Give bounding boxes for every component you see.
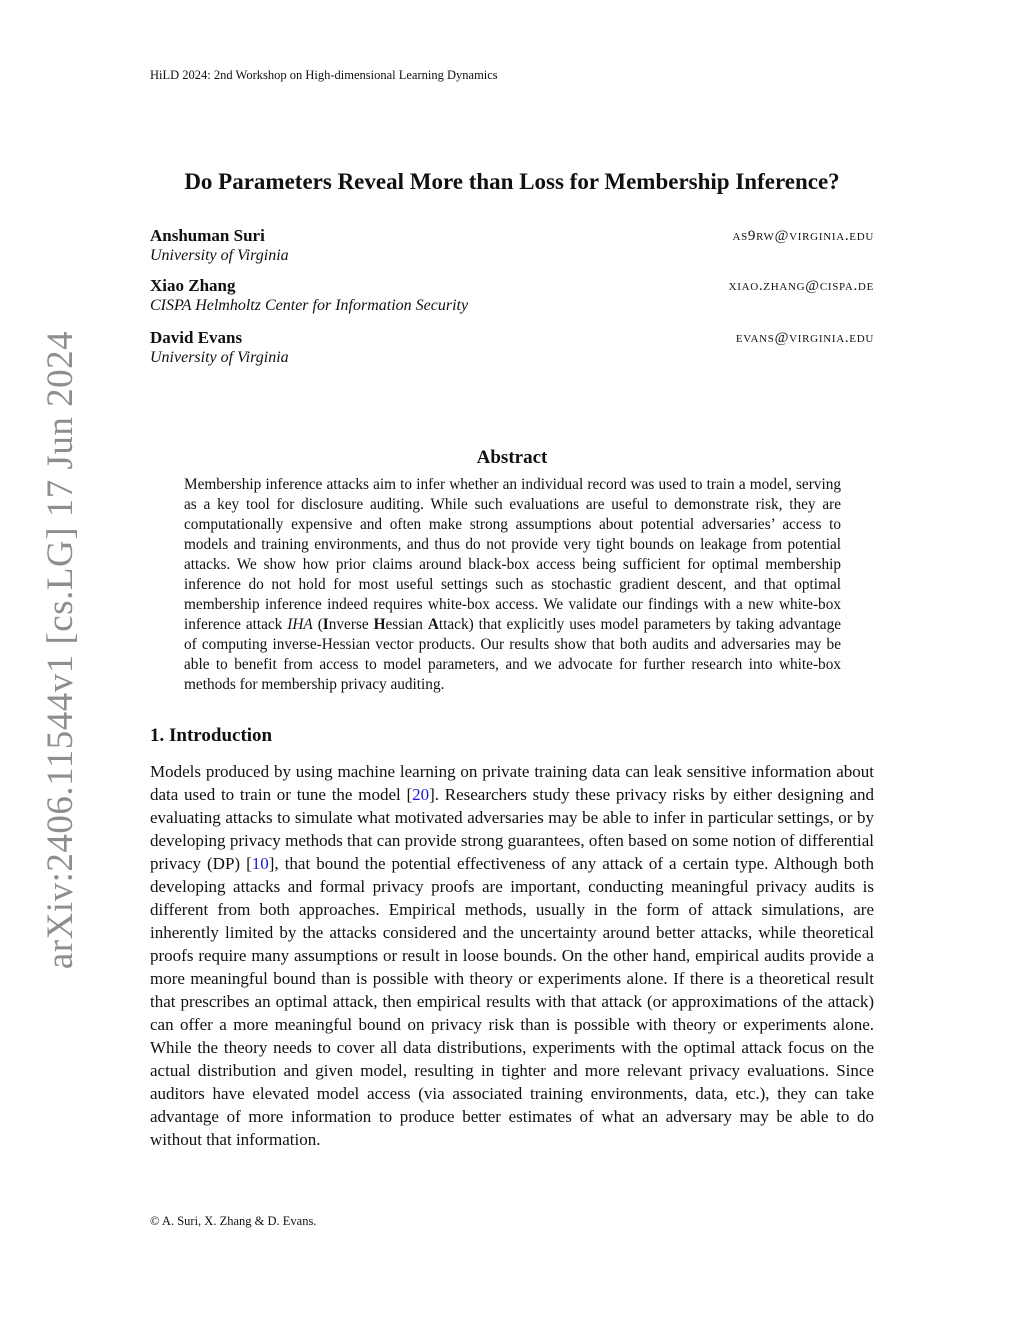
- acronym-letter: A: [427, 616, 439, 633]
- author-email[interactable]: xiao.zhang@cispa.de: [728, 278, 874, 294]
- abstract-heading: Abstract: [476, 447, 548, 468]
- author-name: Anshuman Suri: [150, 226, 265, 245]
- author-name: David Evans: [150, 328, 243, 347]
- citation-link[interactable]: 10: [251, 854, 269, 873]
- author-block-1: [150, 226, 874, 265]
- arxiv-sidebar-stamp: arXiv:2406.11544v1 [cs.LG] 17 Jun 2024: [40, 330, 81, 970]
- intro-text: ], that bound the potential effectiveness of any attack of a certain type. Although both developing attacks and formal privacy proofs are important, conducting meaningful privacy audits is different from both approaches. Empirical methods, usually in the form of attack simulations, are inherently limited by the attacks considered and the uncertainty around better attacks, while theoretical proofs require many assumptions or result in loose bounds. On the other hand, empirical audits provide a more meaningful bound than is possible with theory or experiments alone. If there is a theoretical result that prescribes an optimal attack, then empirical results with that attack (or approximations of the attack) can offer a more meaningful bound on privacy risk than is possible with theory or experiments alone. While the theory needs to cover all data distributions, experiments with the optimal attack focus on the actual distribution and given model, resulting in tighter and more relevant privacy evaluations. Since auditors have elevated model access (via associated training environments, data, etc.), they can take advantage of more information to produce better estimates of what an adversary may be able to do without that information.: [150, 854, 874, 1149]
- intro-text: Models produced by using machine learning on private training data can leak sensitive information about data used to train or tune the model [: [150, 762, 874, 804]
- author-email[interactable]: evans@virginia.edu: [735, 330, 874, 346]
- abstract-body: [184, 475, 841, 695]
- running-header: HiLD 2024: 2nd Workshop on High-dimensional Learning Dynamics: [150, 68, 498, 82]
- author-email[interactable]: as9rw@virginia.edu: [732, 228, 874, 244]
- author-block-3: [150, 328, 874, 367]
- author-name: Xiao Zhang: [150, 276, 236, 295]
- abstract-text: Membership inference attacks aim to infer whether an individual record was used to train a model, serving as a key tool for disclosure auditing. While such evaluations are useful to demonstrate risk, they are computationally expensive and often make strong assumptions about potential adversaries’ access to models and training environments, and thus do not provide very tight bounds on leakage from potential attacks. We show how prior claims around black-box access being sufficient for optimal membership inference do not hold for most useful settings such as stochastic gradient descent, and that optimal membership inference indeed requires white-box access. We validate our findings with a new white-box inference attack: [184, 476, 841, 633]
- acronym-letter: H: [373, 616, 386, 633]
- intro-text: ]. Researchers study these privacy risks by either designing and evaluating attacks to simulate what motivated adversaries may be able to infer in particular settings, or by developing privacy methods that can provide strong guarantees, often based on some notion of differential privacy (DP) [: [150, 785, 874, 873]
- introduction-body: [150, 760, 874, 1151]
- acronym-rest: nverse: [328, 616, 374, 633]
- author-affiliation: University of Virginia: [150, 349, 289, 366]
- paper-title: Do Parameters Reveal More than Loss for Membership Inference?: [184, 169, 840, 194]
- citation-link[interactable]: 20: [412, 785, 430, 804]
- acronym-letter: I: [322, 616, 329, 633]
- acronym-rest: essian: [385, 616, 428, 633]
- abstract-text: (: [312, 616, 323, 633]
- author-affiliation: University of Virginia: [150, 247, 289, 264]
- author-affiliation: CISPA Helmholtz Center for Information Security: [150, 297, 469, 314]
- attack-name: IHA: [287, 616, 313, 633]
- author-block-2: [150, 276, 874, 315]
- section-heading-introduction: 1. Introduction: [150, 725, 273, 746]
- abstract-text: ) that explicitly uses model parameters by taking advantage of computing inverse-Hessian vector products. Our results show that both audits and adversaries may be able to benefit from access to model parameters, and we advocate for further research into white-box methods for membership privacy auditing.: [184, 616, 842, 693]
- copyright-footer: © A. Suri, X. Zhang & D. Evans.: [150, 1214, 317, 1228]
- acronym-rest: ttack: [438, 616, 469, 633]
